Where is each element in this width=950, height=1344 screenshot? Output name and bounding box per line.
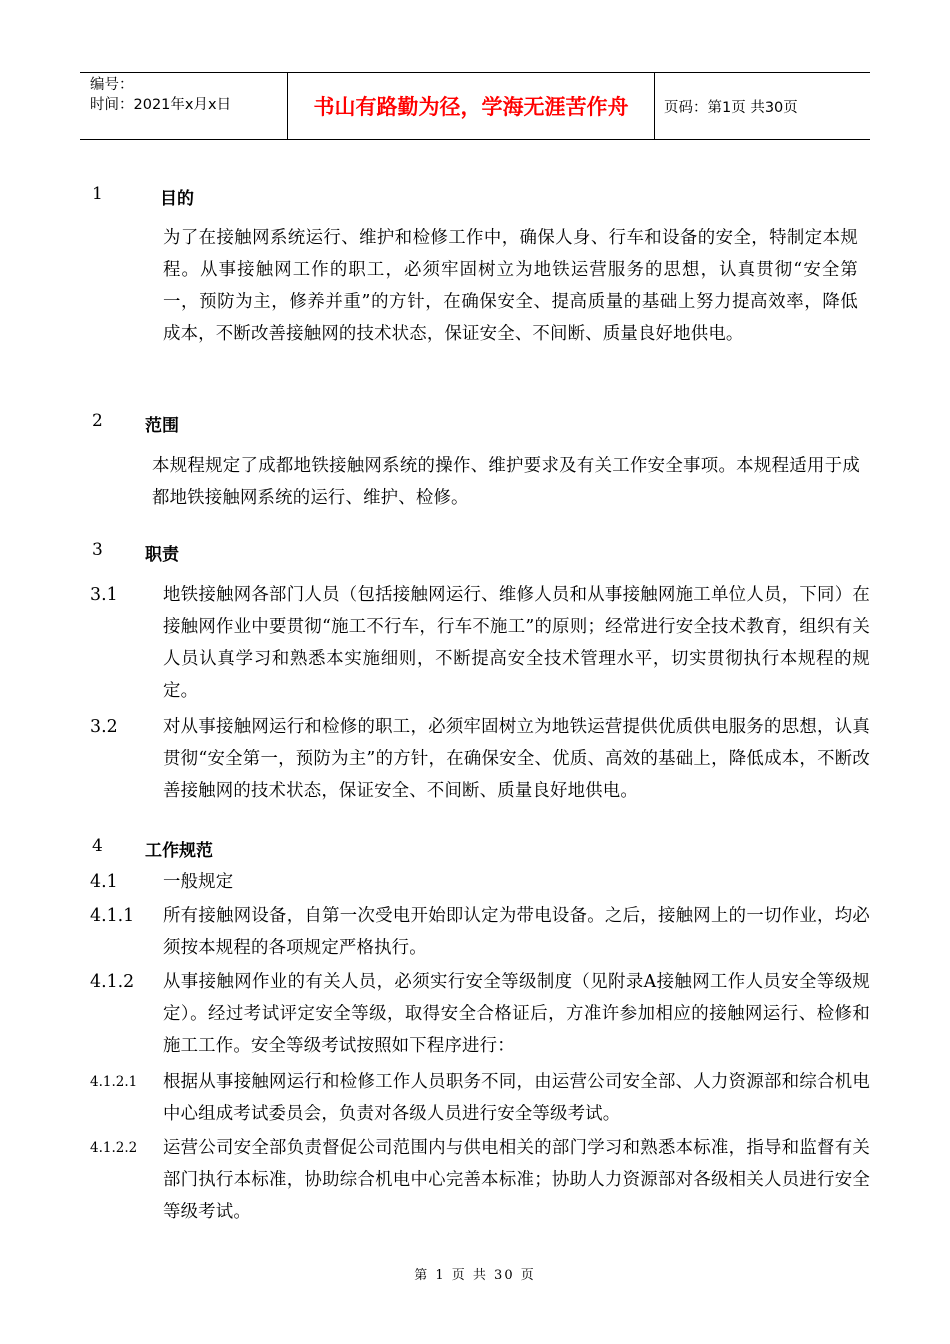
section-1-body: 为了在接触网系统运行、维护和检修工作中，确保人身、行车和设备的安全，特制定本规程。从事接触网工作的职工，必须牢固树立为地铁运营服务的思想，认真贯彻“安全第一，预防为主，修养并重”的方针，在确保安全、提高质量的基础上努力提高效率，降低成本，不断改善接触网的技术状态，保证安全、不间断、质量良好地供电。 bbox=[163, 228, 858, 344]
clause-number: 4.1.2 bbox=[90, 972, 135, 992]
number-label: 编号： bbox=[90, 77, 134, 93]
clause-number: 4.1 bbox=[90, 872, 118, 892]
time-label: 时间：2021年x月x日 bbox=[90, 97, 232, 113]
clause-3-2 bbox=[90, 711, 870, 807]
section-2-heading bbox=[92, 411, 392, 435]
clause-3-1 bbox=[90, 579, 870, 707]
clause-text: 地铁接触网各部门人员（包括接触网运行、维修人员和从事接触网施工单位人员，下同）在接触网作业中要贯彻“施工不行车，行车不施工”的原则；经常进行安全技术教育，组织有关人员认真学习和熟悉本实施细则，不断提高安全技术管理水平，切实贯彻执行本规程的规定。 bbox=[163, 585, 870, 701]
clause-text: 对从事接触网运行和检修的职工，必须牢固树立为地铁运营提供优质供电服务的思想，认真贯彻“安全第一，预防为主”的方针，在确保安全、优质、高效的基础上，降低成本，不断改善接触网的技术状态，保证安全、不间断、质量良好地供电。 bbox=[163, 717, 870, 801]
clause-text: 所有接触网设备，自第一次受电开始即认定为带电设备。之后，接触网上的一切作业，均必须按本规程的各项规定严格执行。 bbox=[163, 906, 870, 958]
clause-text: 从事接触网作业的有关人员，必须实行安全等级制度（见附录A接触网工作人员安全等级规定）。经过考试评定安全等级，取得安全合格证后，方准许参加相应的接触网运行、检修和施工工作。安全等级考试按照如下程序进行： bbox=[163, 972, 870, 1056]
section-title: 工作规范 bbox=[145, 841, 213, 861]
section-3-heading bbox=[92, 540, 392, 564]
document-header bbox=[80, 72, 870, 140]
clause-number: 4.1.2.1 bbox=[90, 1074, 138, 1090]
section-title: 目的 bbox=[160, 189, 194, 209]
clause-number: 3.2 bbox=[90, 717, 118, 737]
header-page-info: 页码：第1页 共30页 bbox=[664, 99, 798, 116]
clause-4-1-1 bbox=[90, 900, 870, 964]
section-number: 3 bbox=[92, 540, 103, 560]
clause-number: 4.1.2.2 bbox=[90, 1140, 138, 1156]
section-2-body: 本规程规定了成都地铁接触网系统的操作、维护要求及有关工作安全事项。本规程适用于成都地铁接触网系统的运行、维护、检修。 bbox=[152, 456, 860, 508]
header-slogan: 书山有路勤为径，学海无涯苦作舟 bbox=[288, 73, 655, 139]
header-meta bbox=[80, 73, 288, 139]
section-number: 4 bbox=[92, 836, 103, 856]
clause-text: 根据从事接触网运行和检修工作人员职务不同，由运营公司安全部、人力资源部和综合机电中心组成考试委员会，负责对各级人员进行安全等级考试。 bbox=[163, 1072, 870, 1124]
clause-4-1-2 bbox=[90, 966, 870, 1062]
page-footer: 第 1 页 共 30 页 bbox=[414, 1268, 536, 1283]
section-title: 范围 bbox=[145, 416, 179, 436]
clause-number: 4.1.1 bbox=[90, 906, 135, 926]
clause-number: 3.1 bbox=[90, 585, 118, 605]
clause-4-1 bbox=[90, 866, 870, 898]
section-1-heading bbox=[92, 184, 392, 208]
section-4-heading bbox=[92, 836, 392, 860]
clause-4-1-2-1 bbox=[90, 1066, 870, 1130]
section-number: 2 bbox=[92, 411, 103, 431]
clause-text: 运营公司安全部负责督促公司范围内与供电相关的部门学习和熟悉本标准，指导和监督有关部门执行本标准，协助综合机电中心完善本标准；协助人力资源部对各级相关人员进行安全等级考试。 bbox=[163, 1138, 870, 1222]
clause-text: 一般规定 bbox=[163, 872, 234, 892]
section-number: 1 bbox=[92, 184, 103, 204]
section-title: 职责 bbox=[145, 545, 179, 565]
clause-4-1-2-2 bbox=[90, 1132, 870, 1228]
